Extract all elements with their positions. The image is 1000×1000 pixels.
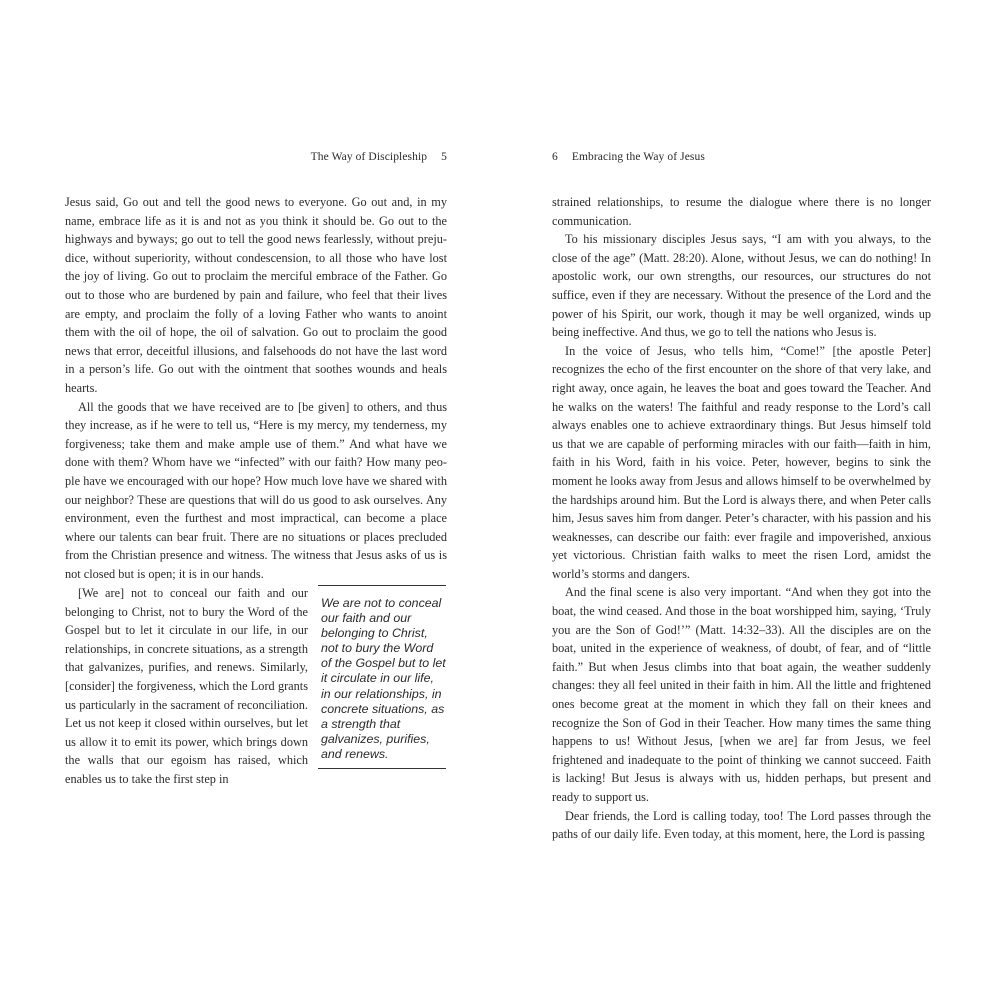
right-paragraph-3: In the voice of Jesus, who tells him, “Come!” [the apostle Peter] recognizes the echo of the first encounter on the shore of that very lake, and right away, once again, he leaves the boat and goes toward the Teacher. And he walks on the waters! The faithful and ready response to the Lord’s call always enables one to achieve extraordinary things. But Jesus himself told us that we are capable of performing miracles with our faith—faith in him, faith in his Word, faith in his voice. Peter, however, begins to sink the moment he looks away from Jesus and allows himself to be overwhelmed by the hardships around him. But the Lord is always there, and when Peter calls him, Jesus saves him from danger. Peter’s character, with his passion and his weaknesses, can describe our faith: ever fragile and impoverished, anxious yet victorious. Christian faith walks to meet the risen Lord, amidst the world’s storms and dangers. xyxy=(552,343,931,581)
left-wrapped-text xyxy=(65,584,308,789)
left-paragraph-1: Jesus said, Go out and tell the good news to everyone. Go out and, in my name, embrace life as it is and not as you think it should be. Go out to the highways and byways; go out to tell the good news fearlessly, without prejudice, without superiority, without condescension, to all those who have lost the joy of living. Go out to proclaim the merciful embrace of the Father. Go out to those who are burdened by pain and failure, who feel that their lives are empty, and proclaim the folly of a loving Father who wants to anoint them with the oil of hope, the oil of salvation. Go out to proclaim the good news that error, deceitful illusions, and falsehoods do not have the last word in a person’s life. Go out with the ointment that soothes wounds and heals hearts. xyxy=(65,195,447,395)
left-running-head xyxy=(311,151,447,163)
left-running-head-title: The Way of Discipleship xyxy=(310,151,428,163)
right-paragraph-5: Dear friends, the Lord is calling today, too! The Lord passes through the paths of our daily life. Even today, at this moment, here, the Lord is passing xyxy=(552,808,931,842)
right-running-head xyxy=(552,151,705,163)
right-page xyxy=(500,0,1000,1000)
pull-quote xyxy=(318,585,446,769)
left-paragraph-3: [We are] not to conceal our faith and our belonging to Christ, not to bury the Word of the Gospel but to let it circulate in our life, in our relationships, in concrete situations, as a strength that galvanizes, purifies, and renews. Similarly, [consider] the forgiveness, which the Lord grants us particularly in the sacrament of reconciliation. Let us not keep it closed within ourselves, but let us allow it to emit its power, which brings down the walls that our egoism has raised, which enables us to take the first step in xyxy=(65,586,308,786)
right-running-head-title: Embracing the Way of Jesus xyxy=(571,151,705,163)
pull-quote-bottom-rule xyxy=(318,768,446,769)
right-paragraph-1: strained relationships, to resume the dialogue where there is no longer communication. xyxy=(552,195,931,228)
pull-quote-text: We are not to conceal our faith and our belonging to Christ, not to bury the Word of the Gospel but to let it circulate in our life, in our relationships, in concrete situations, as a strength that galvanizes, purifies, and renews. xyxy=(321,596,446,761)
left-page-number: 5 xyxy=(441,151,447,163)
right-body-text xyxy=(552,193,931,844)
right-paragraph-4: And the final scene is also very important. “And when they got into the boat, the wind ceased. And those in the boat worshipped him, saying, ‘Truly you are the Son of God!’” (Matt. 14:32–33). All the disciples are on the boat, united in the experience of weakness, of doubt, of fear, and of “little faith.” But when Jesus climbs into that boat again, the weather suddenly changes: they all feel united in their faith in him. All the little and frightened ones become great at the moment in which they fall on their knees and recognize the Son of God in their Teacher. How many times the same thing happens to us! Without Jesus, [when we are] far from Jesus, we feel frightened and inadequate to the point of thinking we cannot succeed. Faith is lacking! But Jesus is always with us, hidden perhaps, but present and ready to support us. xyxy=(552,585,931,804)
left-body-text xyxy=(65,193,447,583)
right-page-number: 6 xyxy=(552,151,558,163)
right-paragraph-2: To his missionary disciples Jesus says, “I am with you always, to the close of the age” (Matt. 28:20). Alone, without Jesus, we can do nothing! In apostolic work, our own strengths, our resources, our structures do not suffice, even if they are necessary. Without the presence of the Lord and the power of his Spirit, our work, though it may be well organized, winds up being ineffective. And thus, we go to tell the nations who Jesus is. xyxy=(552,232,931,340)
left-paragraph-2: All the goods that we have received are to [be given] to others, and thus they increase, as if he were to tell us, “Here is my mercy, my tenderness, my forgiveness; take them and make ample use of them.” And what have we done with them? Whom have we “infected” with our faith? How many people have we encouraged with our hope? How much love have we shared with our neighbor? These are questions that will do us good to ask ourselves. Any environment, even the furthest and most impractical, can become a place where our talents can bear fruit. There are no situations or places precluded from the Christian presence and witness. The witness that Jesus asks of us is not closed but is open; it is in our hands. xyxy=(65,399,447,581)
